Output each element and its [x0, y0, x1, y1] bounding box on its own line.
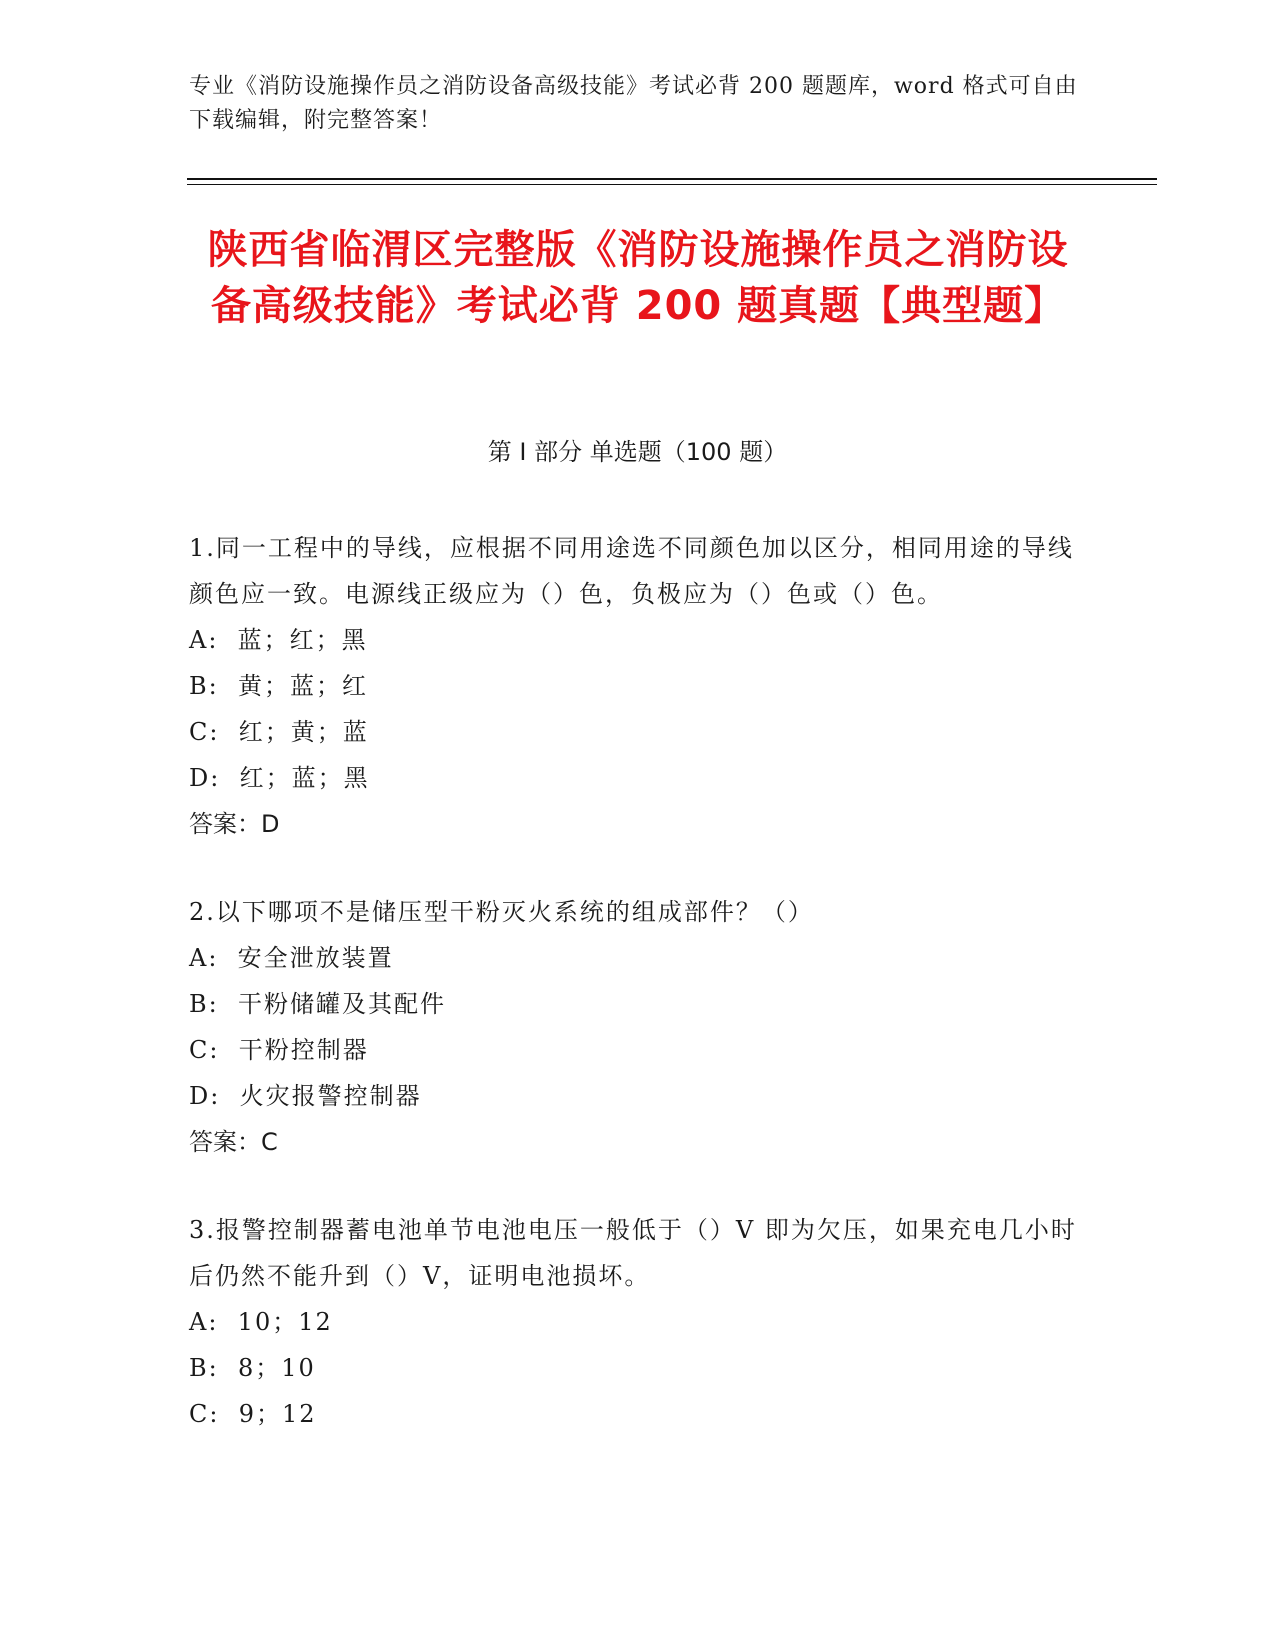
answer-line: 答案：C [189, 1128, 278, 1156]
option-a: A: 10；12 [189, 1308, 333, 1336]
header-divider-thin [187, 184, 1157, 185]
question-stem: 2.以下哪项不是储压型干粉灭火系统的组成部件？（） [189, 898, 814, 926]
question-2 [189, 889, 1089, 1165]
option-b: B: 黄；蓝；红 [189, 672, 368, 700]
option-a: A: 蓝；红；黑 [189, 626, 368, 654]
question-list [189, 525, 1089, 1479]
section-heading: 第 I 部分 单选题（100 题） [487, 438, 788, 466]
header-divider-thick [187, 178, 1157, 180]
option-d: D: 红；蓝；黑 [189, 764, 370, 792]
question-3 [189, 1207, 1089, 1437]
question-stem: 3.报警控制器蓄电池单节电池电压一般低于（）V 即为欠压，如果充电几小时后仍然不能升到（）V，证明电池损坏。 [189, 1216, 1077, 1290]
header-note: 专业《消防设施操作员之消防设备高级技能》考试必背 200 题题库，word 格式可自由下载编辑，附完整答案！ [189, 74, 1078, 133]
question-stem: 1.同一工程中的导线，应根据不同用途选不同颜色加以区分，相同用途的导线颜色应一致。电源线正级应为（）色，负极应为（）色或（）色。 [189, 534, 1074, 608]
option-b: B: 8；10 [189, 1354, 316, 1382]
question-1 [189, 525, 1089, 847]
option-d: D: 火灾报警控制器 [189, 1082, 422, 1110]
document-title: 陕西省临渭区完整版《消防设施操作员之消防设备高级技能》考试必背 200 题真题【典型题】 [207, 227, 1069, 329]
option-b: B: 干粉储罐及其配件 [189, 990, 446, 1018]
option-c: C: 干粉控制器 [189, 1036, 369, 1064]
option-c: C: 9；12 [189, 1400, 317, 1428]
option-c: C: 红；黄；蓝 [189, 718, 369, 746]
option-a: A: 安全泄放装置 [189, 944, 394, 972]
answer-line: 答案：D [189, 810, 280, 838]
